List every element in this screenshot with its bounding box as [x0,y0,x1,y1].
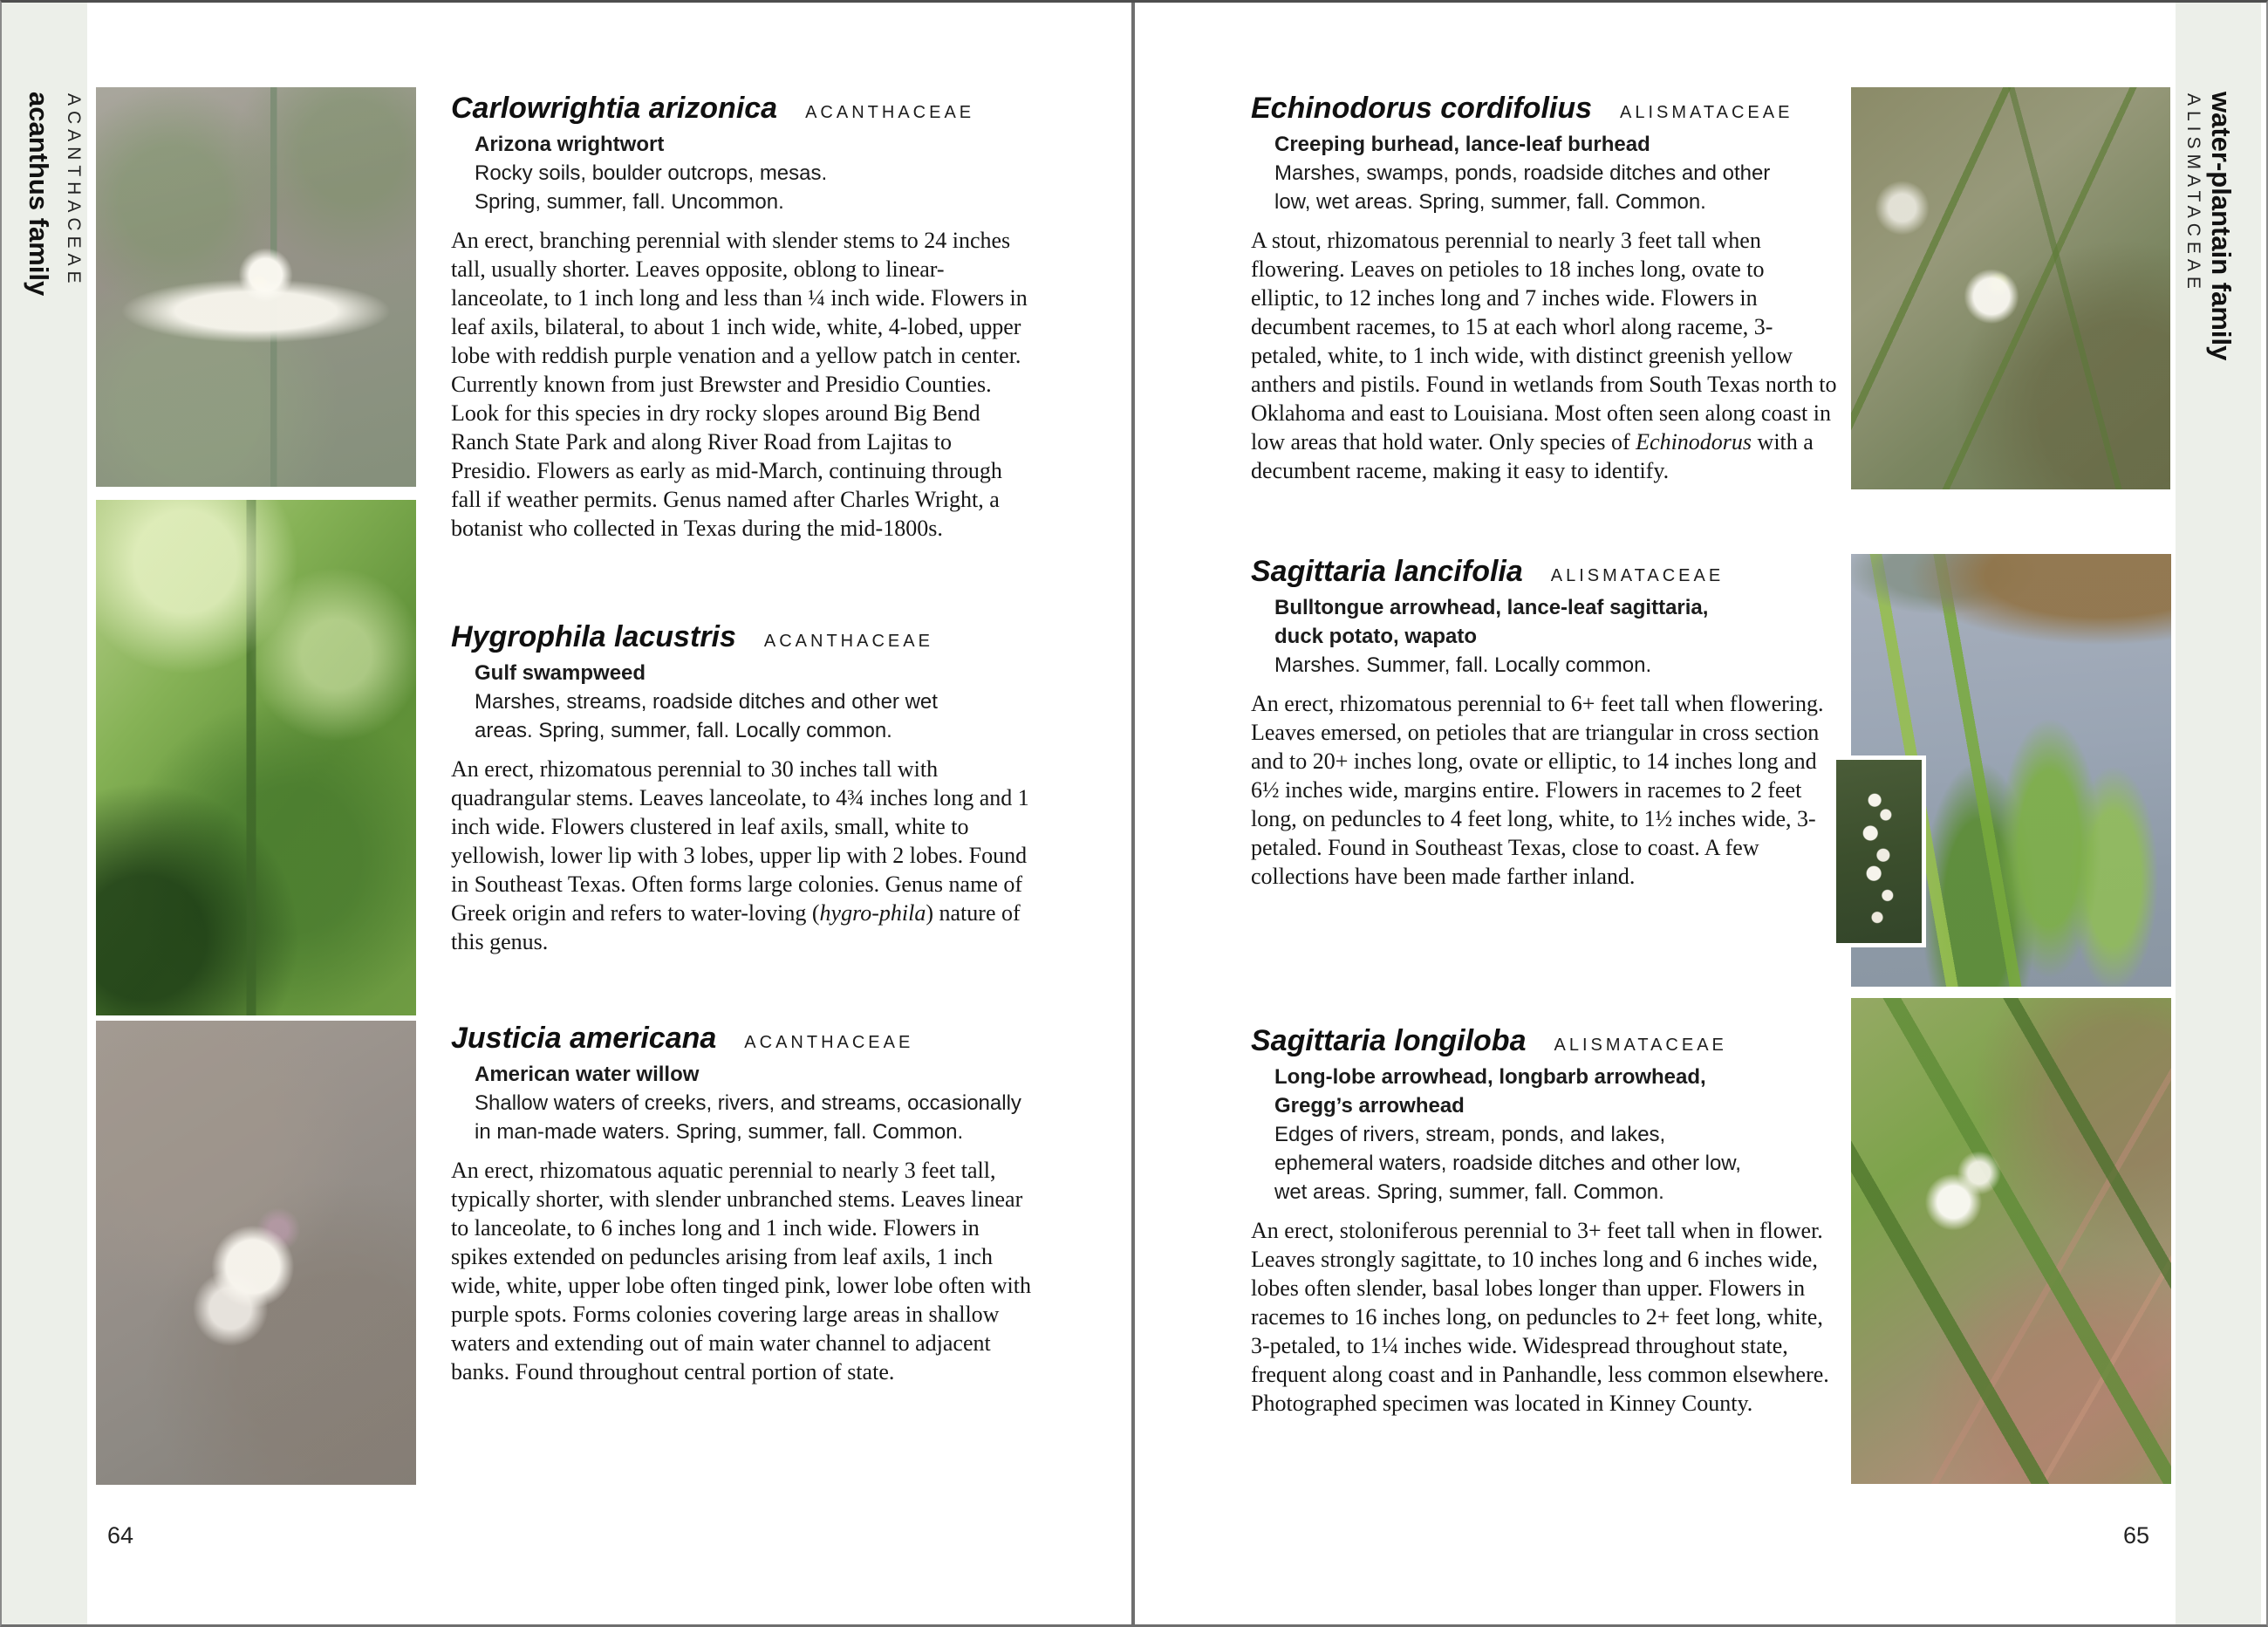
species-description: A stout, rhizomatous perennial to nearly 3 feet tall when flowering. Leaves on petioles to 18 inches long, ovate to elliptic, to 12 inches long and 7 inches wide. Flowers in decumbent racemes, to 15 at each whorl along raceme, 3-petaled, white, to 1 inch wide, with distinct greenish yellow anthers and pistils. Found in wetlands from South Texas north to Oklahoma and east to Louisiana. Most often seen along coast in low areas that hold water. Only species of Echinodorus with a decumbent raceme, making it easy to identify. [1251,228,1837,483]
species-description: An erect, branching perennial with slender stems to 24 inches tall, usually shorter. Leaves opposite, oblong to linear-lanceolate, to 1 inch long and less than ¼ inch wide. Flowers in leaf axils, bilateral, to about 1 inch wide, white, 4-lobed, upper lobe with reddish purple venation and a yellow patch in center. Currently known from just Brewster and Presidio Counties. Look for this species in dry rocky slopes around Big Bend Ranch State Park and along River Road from Lajitas to Presidio. Flowers as early as mid-March, continuing through fall if weather permits. Genus named after Charles Wright, a botanist who collected in Texas during the mid-1800s. [451,228,1028,541]
habitat-line: ephemeral waters, roadside ditches and other low, [1274,1152,1741,1175]
family-label: ALISMATACEAE [1550,566,1725,585]
common-name-line: Bulltongue arrowhead, lance-leaf sagittaria, [1274,596,1709,619]
habitat-line: low, wet areas. Spring, summer, fall. Common. [1274,190,1706,214]
common-name-line: Arizona wrightwort [475,133,665,156]
species-description: An erect, stoloniferous perennial to 3+ feet tall when in flower. Leaves strongly sagittate, to 10 inches long and 6 inches wide, lobes often slender, basal lobes longer than upper. Flowers in racemes to 16 inches long, on peduncles to 2+ feet long, white, 3-petaled, to 1¼ inches wide. Widespread throughout state, frequent along coast and in Panhandle, less common elsewhere. Photographed specimen was located in Kinney County. [1251,1218,1829,1416]
family-latin-name-right: ALISMATACEAE [2183,93,2203,294]
photo-echinodorus-cordifolius [1851,87,2170,489]
species-subhead [1251,593,1837,680]
family-common-name-right: water-plantain family [2206,92,2237,361]
photo-hygrophila-lacustris [96,500,416,1015]
species-heading [1251,553,1837,590]
family-common-name-left: acanthus family [24,92,54,297]
habitat-line: Rocky soils, boulder outcrops, mesas. [475,161,828,185]
entry-sagittaria-longiloba [1251,1022,1837,1418]
family-label: ACANTHACEAE [805,103,975,122]
habitat-line: wet areas. Spring, summer, fall. Common. [1274,1180,1664,1204]
species-subhead [451,659,1037,745]
page-number-right: 65 [2122,1522,2149,1548]
family-label: ALISMATACEAE [1554,1036,1727,1055]
photo-sagittaria-longiloba [1851,998,2171,1484]
species-name: Carlowrightia arizonica [451,92,778,125]
habitat-line: Marshes, swamps, ponds, roadside ditches and other [1274,161,1771,185]
species-heading [451,619,1037,655]
species-subhead [451,130,1037,216]
species-heading [1251,1022,1837,1059]
species-name: Hygrophila lacustris [451,620,736,653]
family-latin-name-left: ACANTHACEAE [64,93,84,289]
habitat-line: areas. Spring, summer, fall. Locally common. [475,719,892,742]
species-heading [1251,90,1837,126]
species-subhead [1251,1063,1837,1207]
habitat-line: Edges of rivers, stream, ponds, and lakes, [1274,1123,1666,1146]
habitat-line: Marshes. Summer, fall. Locally common. [1274,653,1652,677]
entry-echinodorus-cordifolius [1251,90,1837,485]
species-name: Justicia americana [451,1022,717,1055]
species-name: Sagittaria longiloba [1251,1024,1527,1057]
species-subhead [1251,130,1837,216]
habitat-line: Spring, summer, fall. Uncommon. [475,190,784,214]
habitat-line: in man-made waters. Spring, summer, fall. Common. [475,1120,964,1144]
entry-sagittaria-lancifolia [1251,553,1837,891]
entry-justicia-americana [451,1020,1037,1386]
species-heading [451,90,1037,126]
species-heading [451,1020,1037,1056]
common-name-line: Long-lobe arrowhead, longbarb arrowhead, [1274,1065,1706,1089]
species-name: Sagittaria lancifolia [1251,555,1523,588]
family-label: ACANTHACEAE [744,1033,914,1052]
species-description: An erect, rhizomatous perennial to 30 inches tall with quadrangular stems. Leaves lanceolate, to 4¾ inches long and 1 inch wide. Flowers clustered in leaf axils, small, white to yellowish, lower lip with 3 lobes, upper lip with 2 lobes. Found in Southeast Texas. Often forms large colonies. Genus name of Greek origin and refers to water-loving (hygro-phila) nature of this genus. [451,756,1029,954]
family-label: ALISMATACEAE [1620,103,1793,122]
page-gutter-divider [1131,3,1135,1624]
common-name-line: duck potato, wapato [1274,625,1478,648]
photo-justicia-americana [96,1021,416,1485]
habitat-line: Shallow waters of creeks, rivers, and streams, occasionally [475,1091,1021,1115]
common-name-line: American water willow [475,1063,700,1086]
family-label: ACANTHACEAE [763,632,933,651]
entry-hygrophila-lacustris [451,619,1037,956]
common-name-line: Gulf swampweed [475,661,646,685]
common-name-line: Gregg’s arrowhead [1274,1094,1465,1118]
habitat-line: Marshes, streams, roadside ditches and other wet [475,690,938,714]
page-number-left: 64 [107,1522,134,1548]
species-description: An erect, rhizomatous aquatic perennial to nearly 3 feet tall, typically shorter, with slender unbranched stems. Leaves linear to lanceolate, to 6 inches long and 1 inch wide. Flowers in spikes extended on peduncles arising from leaf axils, 1 inch wide, white, upper lobe often tinged pink, lower lobe often with purple spots. Forms colonies covering large areas in shallow waters and extending out of main water channel to adjacent banks. Found throughout central portion of state. [451,1158,1032,1384]
photo-inset-sagittaria-lancifolia-flowers [1832,755,1926,947]
species-name: Echinodorus cordifolius [1251,92,1593,125]
species-subhead [451,1060,1037,1146]
species-description: An erect, rhizomatous perennial to 6+ feet tall when flowering. Leaves emersed, on petioles that are triangular in cross section and to 20+ inches long, ovate or elliptic, to 14 inches long and 6½ inches wide, margins entire. Flowers in racemes to 2 feet long, on peduncles to 4 feet long, white, to 1½ inches wide, 3-petaled. Found in Southeast Texas, close to coast. A few collections have been made farther inland. [1251,691,1824,889]
entry-carlowrightia-arizonica [451,90,1037,543]
photo-carlowrightia-arizonica [96,87,416,487]
common-name-line: Creeping burhead, lance-leaf burhead [1274,133,1650,156]
